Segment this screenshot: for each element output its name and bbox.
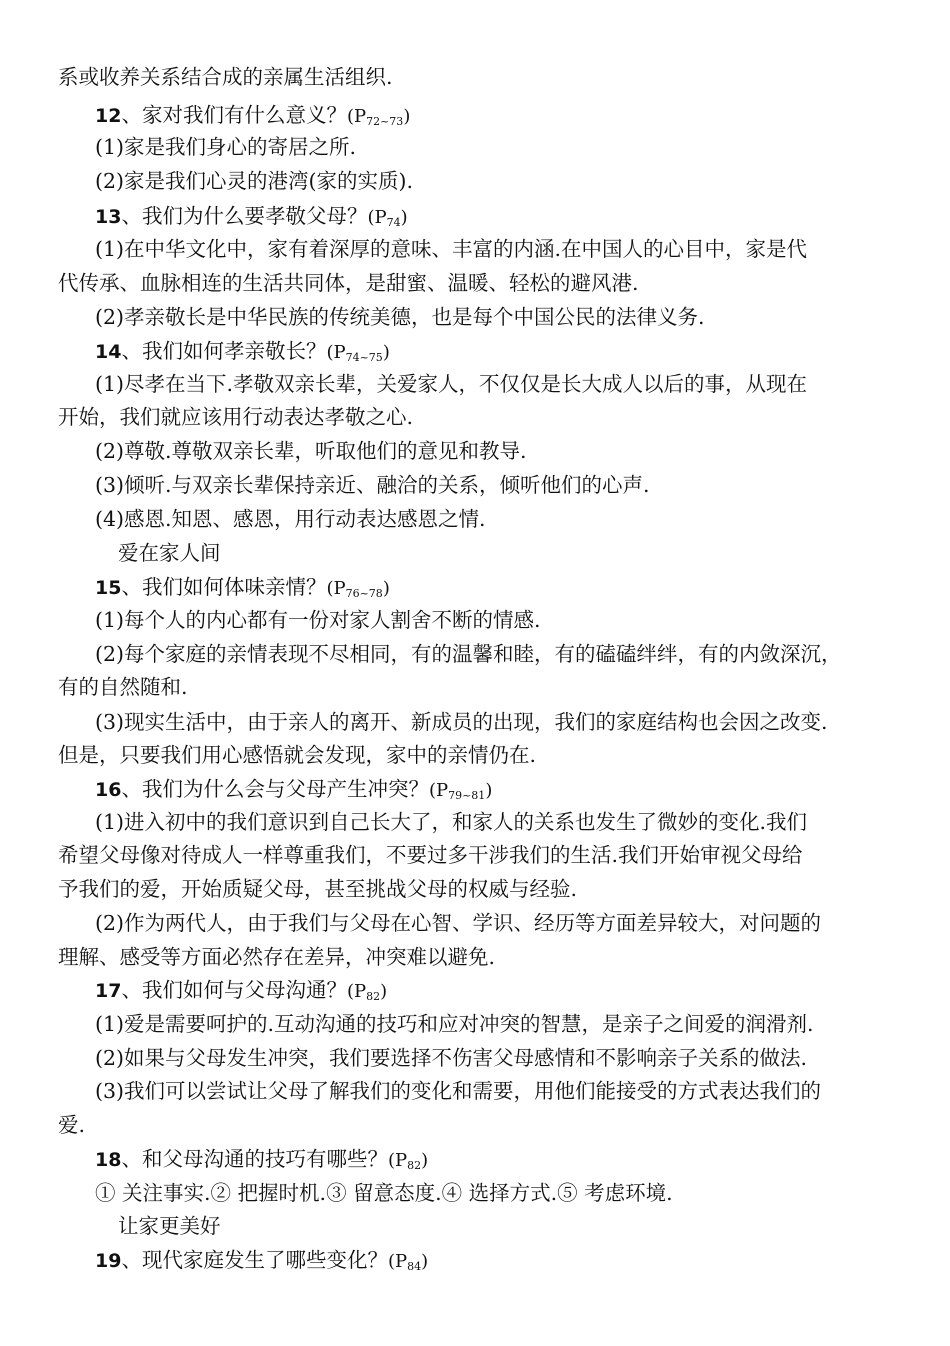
- question-heading-19: 19、现代家庭发生了哪些变化？$(P_{84})$: [95, 1248, 429, 1273]
- text-line: (4)感恩.知恩、感恩，用行动表达感恩之情.: [95, 507, 486, 531]
- question-heading-18: 18、和父母沟通的技巧有哪些？$(P_{82})$: [95, 1147, 429, 1172]
- question-heading-12: 12、家对我们有什么意义？$(P_{72\sim 73})$: [95, 103, 411, 128]
- section-title: 爱在家人间: [118, 541, 221, 565]
- section-title: 让家更美好: [118, 1214, 221, 1238]
- text-line: (2)孝亲敬长是中华民族的传统美德，也是每个中国公民的法律义务.: [95, 305, 705, 329]
- question-heading-17: 17、我们如何与父母沟通？$(P_{82})$: [95, 978, 388, 1003]
- text-line: 理解、感受等方面必然存在差异，冲突难以避免.: [58, 945, 496, 969]
- text-line: 开始，我们就应该用行动表达孝敬之心.: [58, 405, 414, 429]
- text-line: (1)尽孝在当下.孝敬双亲长辈，关爱家人，不仅仅是长大成人以后的事，从现在: [95, 372, 808, 396]
- text-line: (1)进入初中的我们意识到自己长大了，和家人的关系也发生了微妙的变化.我们: [95, 810, 808, 834]
- text-line: (1)每个人的内心都有一份对家人割舍不断的情感.: [95, 608, 541, 632]
- text-line: 代传承、血脉相连的生活共同体，是甜蜜、温暖、轻松的避风港.: [58, 271, 639, 295]
- text-line: 有的自然随和.: [58, 675, 188, 699]
- text-line: (3)我们可以尝试让父母了解我们的变化和需要，用他们能接受的方式表达我们的: [95, 1079, 822, 1103]
- text-line: 但是，只要我们用心感悟就会发现，家中的亲情仍在.: [58, 743, 537, 767]
- text-line: 希望父母像对待成人一样尊重我们，不要过多干涉我们的生活.我们开始审视父母给: [58, 843, 803, 867]
- question-heading-16: 16、我们为什么会与父母产生冲突？$(P_{79\sim 81})$: [95, 777, 493, 802]
- question-heading-15: 15、我们如何体味亲情？$(P_{76\sim 78})$: [95, 575, 390, 600]
- text-line: (2)作为两代人，由于我们与父母在心智、学识、经历等方面差异较大，对问题的: [95, 911, 822, 935]
- question-heading-13: 13、我们为什么要孝敬父母？$(P_{74})$: [95, 204, 408, 229]
- text-line: (1)在中华文化中，家有着深厚的意味、丰富的内涵.在中国人的心目中，家是代: [95, 237, 808, 261]
- text-line: (2)家是我们心灵的港湾(家的实质).: [95, 169, 414, 193]
- text-line: 系或收养关系结合成的亲属生活组织.: [58, 65, 393, 89]
- text-line: (2)如果与父母发生冲突，我们要选择不伤害父母感情和不影响亲子关系的做法.: [95, 1046, 808, 1070]
- text-line: (3)倾听.与双亲长辈保持亲近、融洽的关系，倾听他们的心声.: [95, 473, 650, 497]
- text-line: ① 关注事实.② 把握时机.③ 留意态度.④ 选择方式.⑤ 考虑环境.: [95, 1181, 673, 1205]
- question-heading-14: 14、我们如何孝亲敬长？$(P_{74\sim 75})$: [95, 339, 390, 364]
- text-line: (1)爱是需要呵护的.互动沟通的技巧和应对冲突的智慧，是亲子之间爱的润滑剂.: [95, 1012, 814, 1036]
- text-line: (2)尊敬.尊敬双亲长辈，听取他们的意见和教导.: [95, 439, 527, 463]
- text-line: (1)家是我们身心的寄居之所.: [95, 135, 357, 159]
- text-line: (2)每个家庭的亲情表现不尽相同，有的温馨和睦，有的磕磕绊绊，有的内敛深沉，: [95, 642, 842, 666]
- text-line: 予我们的爱，开始质疑父母，甚至挑战父母的权威与经验.: [58, 877, 578, 901]
- text-line: 爱.: [58, 1113, 86, 1137]
- text-line: (3)现实生活中，由于亲人的离开、新成员的出现，我们的家庭结构也会因之改变.: [95, 710, 828, 734]
